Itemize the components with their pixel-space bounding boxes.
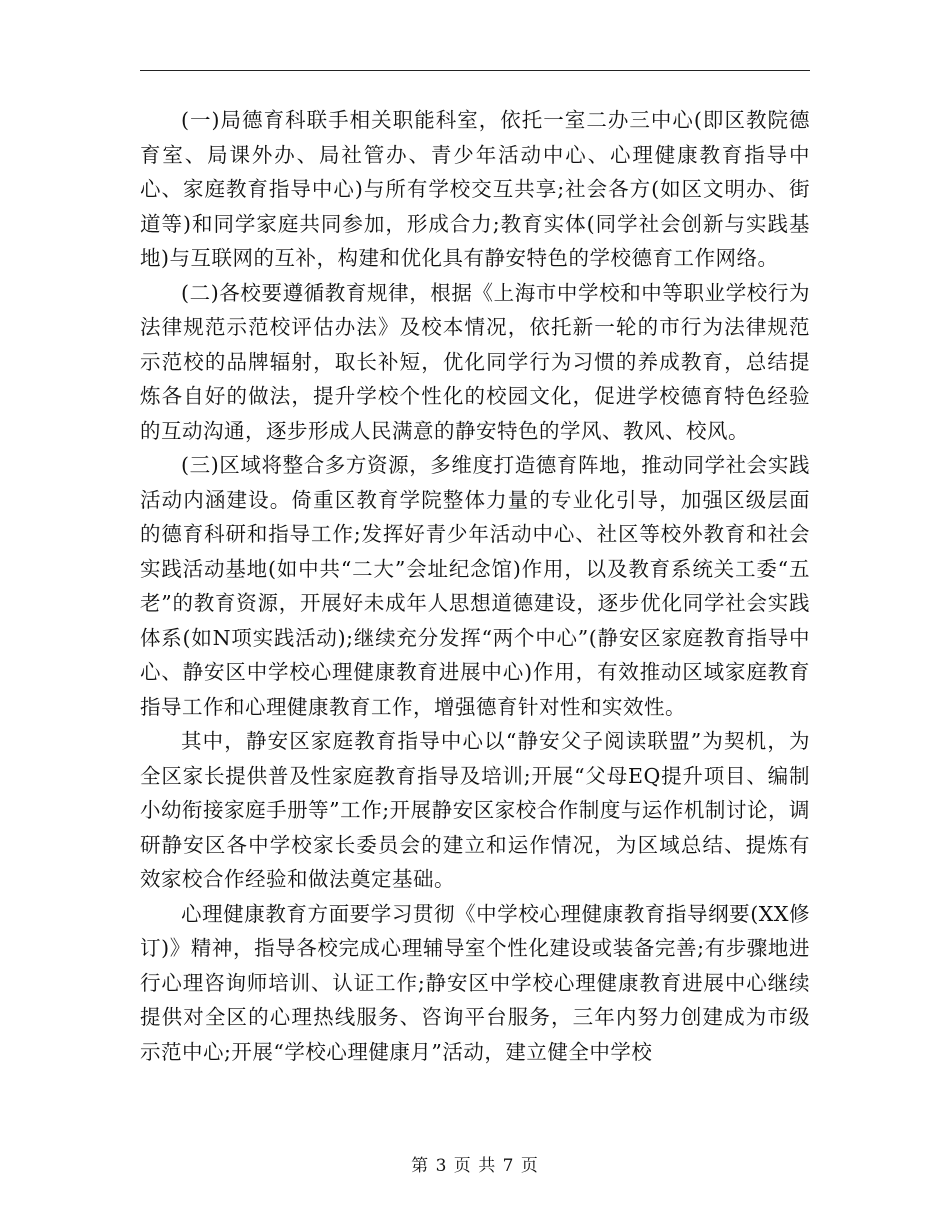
page-number-footer: 第 3 页 共 7 页 [411, 1156, 539, 1176]
paragraph-1: (一)局德育科联手相关职能科室，依托一室二办三中心(即区教院德育室、局课外办、局社管办、青少年活动中心、心理健康教育指导中心、家庭教育指导中心)与所有学校交互共享;社会各方(如区文明办、街道等)和同学家庭共同参加，形成合力;教育实体(同学社会创新与实践基地)与互联网的互补，构建和优化具有静安特色的学校德育工作网络。 [140, 108, 810, 270]
header-rule [140, 70, 810, 71]
document-body [140, 103, 810, 1069]
paragraph-5: 心理健康教育方面要学习贯彻《中学校心理健康教育指导纲要(XX修订)》精神，指导各校完成心理辅导室个性化建设或装备完善;有步骤地进行心理咨询师培训、认证工作;静安区中学校心理健康教育进展中心继续提供对全区的心理热线服务、咨询平台服务，三年内努力创建成为市级示范中心;开展“学校心理健康月”活动，建立健全中学校 [140, 901, 810, 1064]
paragraph-2: (二)各校要遵循教育规律，根据《上海市中学校和中等职业学校行为法律规范示范校评估办法》及校本情况，依托新一轮的市行为法律规范示范校的品牌辐射，取长补短，优化同学行为习惯的养成教育，总结提炼各自好的做法，提升学校个性化的校园文化，促进学校德育特色经验的互动沟通，逐步形成人民满意的静安特色的学风、教风、校风。 [140, 280, 810, 443]
paragraph-3: (三)区域将整合多方资源，多维度打造德育阵地，推动同学社会实践活动内涵建设。倚重区教育学院整体力量的专业化引导，加强区级层面的德育科研和指导工作;发挥好青少年活动中心、社区等校外教育和社会实践活动基地(如中共“二大”会址纪念馆)作用，以及教育系统关工委“五老”的教育资源，开展好未成年人思想道德建设，逐步优化同学社会实践体系(如N项实践活动);继续充分发挥“两个中心”(静安区家庭教育指导中心、静安区中学校心理健康教育进展中心)作用，有效推动区域家庭教育指导工作和心理健康教育工作，增强德育针对性和实效性。 [140, 453, 810, 719]
paragraph-4: 其中，静安区家庭教育指导中心以“静安父子阅读联盟”为契机，为全区家长提供普及性家庭教育指导及培训;开展“父母EQ提升项目、编制小幼衔接家庭手册等”工作;开展静安区家校合作制度与运作机制讨论，调研静安区各中学校家长委员会的建立和运作情况，为区域总结、提炼有效家校合作经验和做法奠定基础。 [140, 729, 810, 891]
